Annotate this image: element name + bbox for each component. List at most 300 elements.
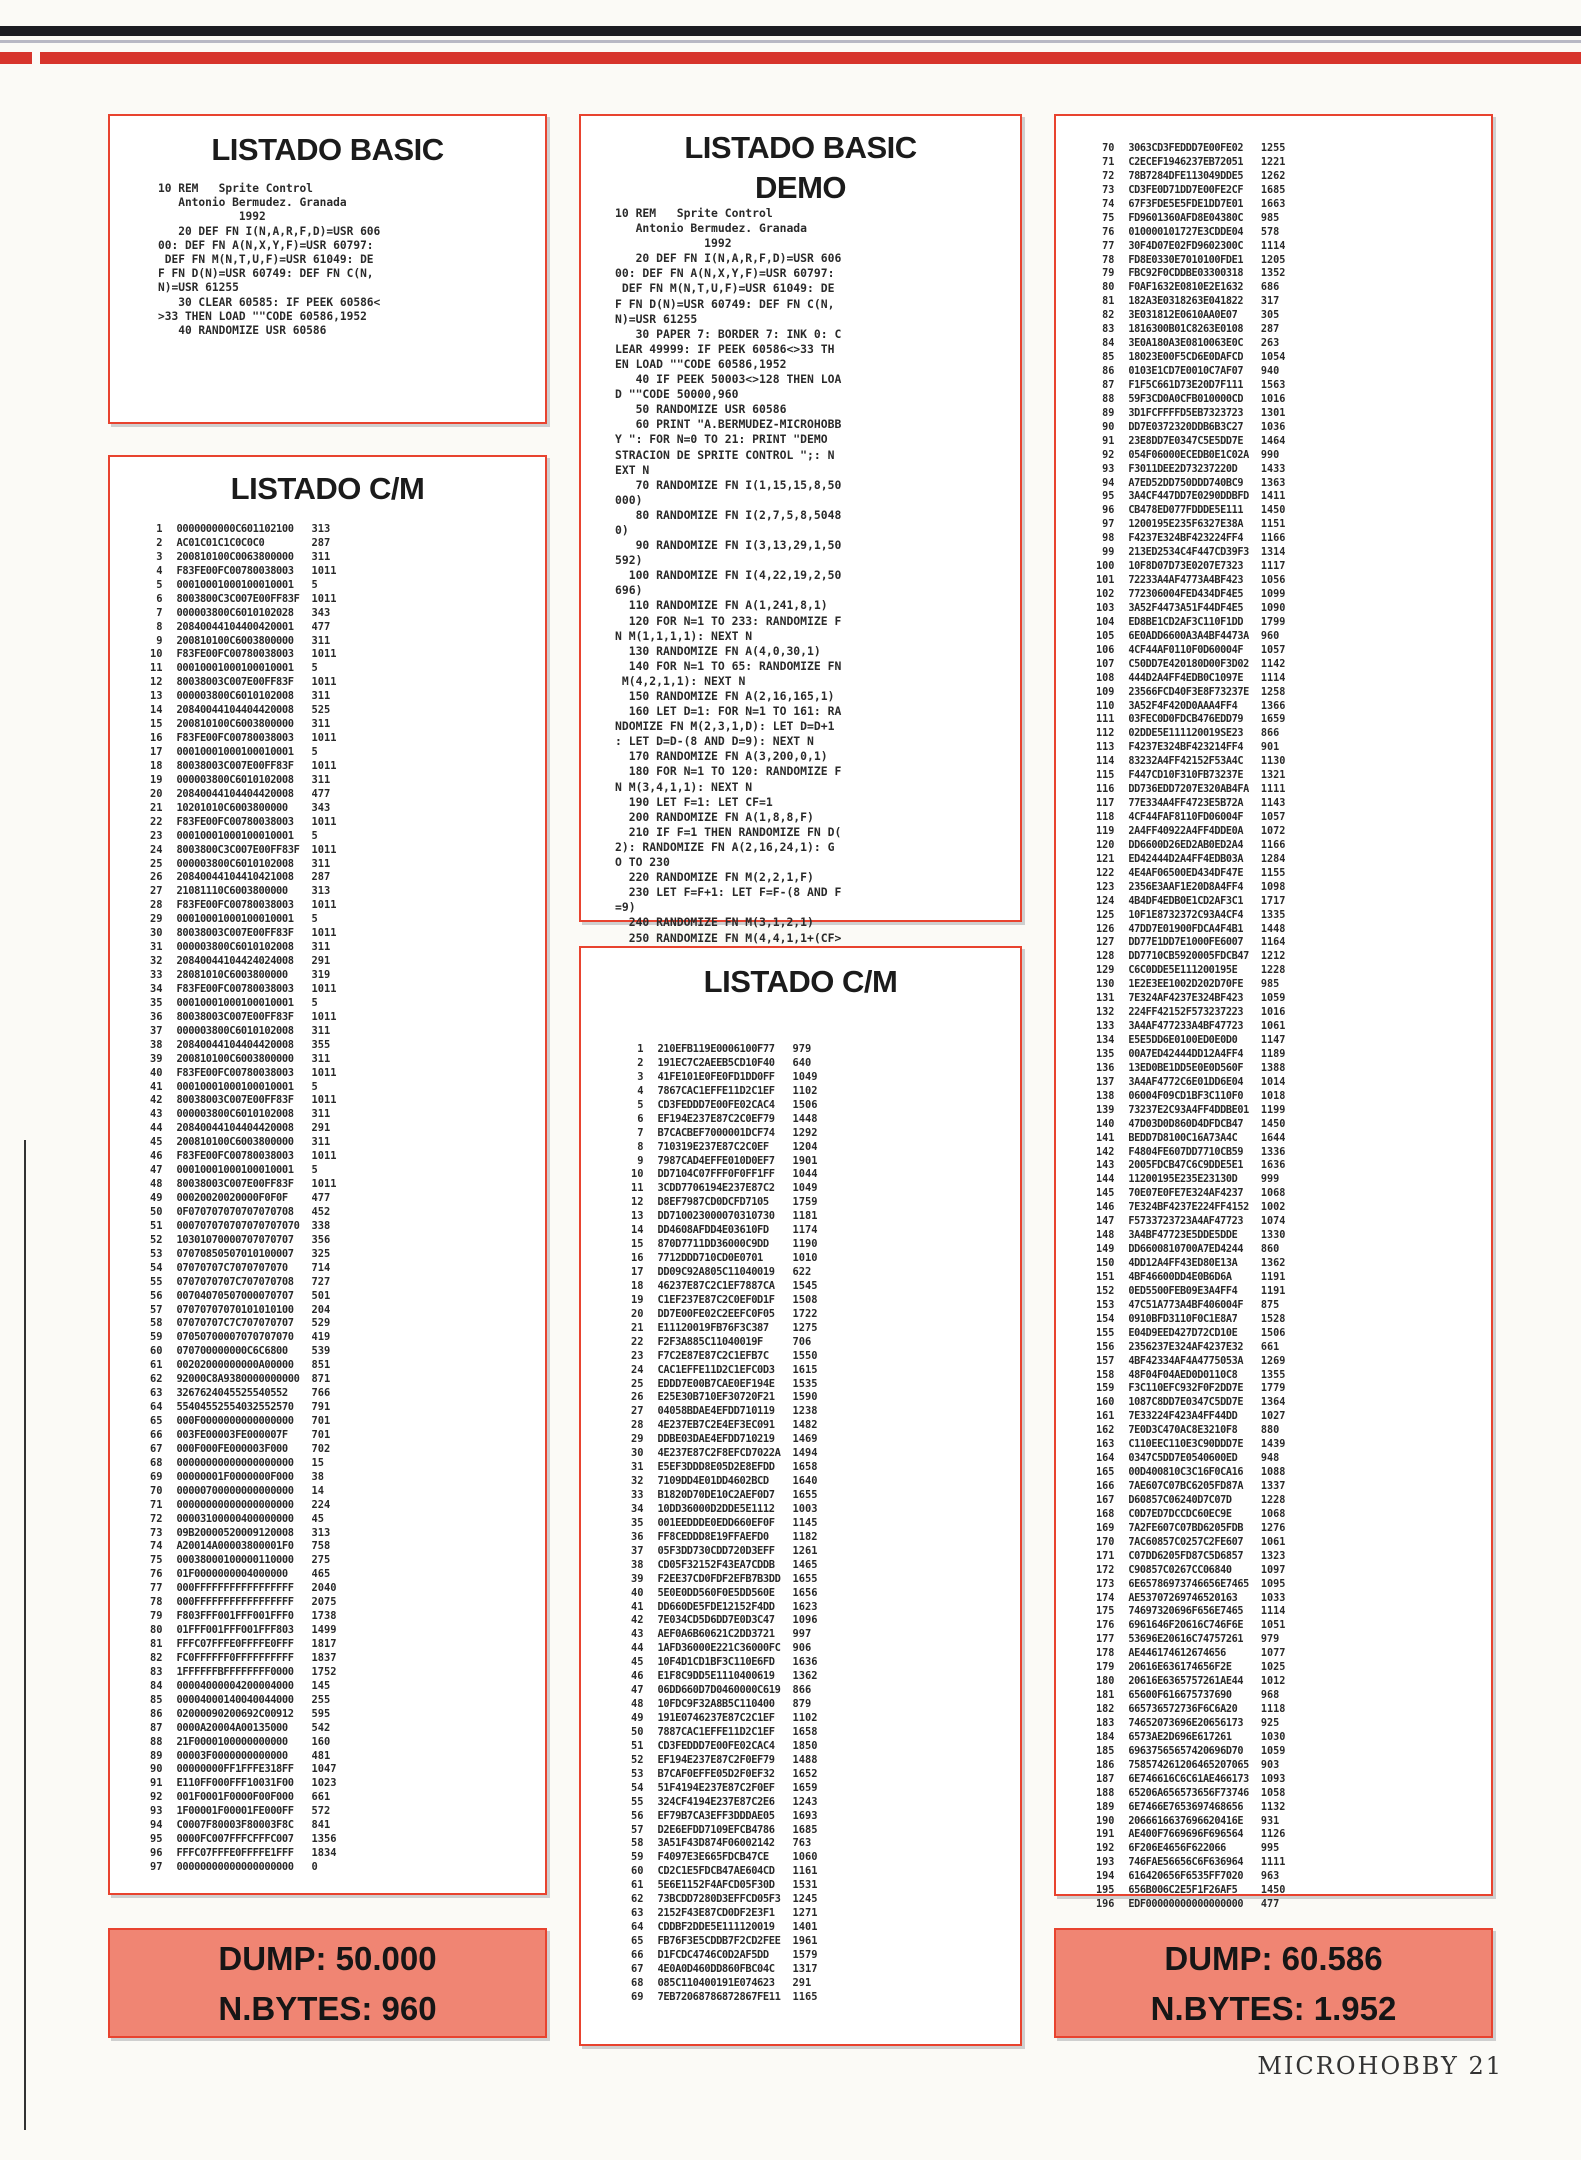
listing-hex-row: 00004000140040044000 [176, 1693, 294, 1706]
listing-line-number: 94 [1102, 477, 1115, 489]
listing-hex-row: 003FE00003FE000007F [176, 1428, 288, 1441]
listing-line-number: 21 [631, 1321, 644, 1334]
listing-hex-row: C1EF237E87C2C0EF0D1F [657, 1293, 775, 1306]
listing-checksum: 1060 [792, 1851, 818, 1864]
listing-checksum: 1655 [792, 1489, 818, 1501]
listing-line-number: 96 [150, 1847, 163, 1860]
listing-checksum: 1352 [1260, 268, 1286, 280]
listing-checksum: 1579 [792, 1948, 818, 1961]
listing-hex-row: 7EB72068786872867FE11 [657, 1990, 781, 2003]
listing-checksum: 1023 [311, 1777, 337, 1790]
listing-checksum: 1850 [792, 1739, 818, 1752]
listing-checksum: 1126 [1260, 1829, 1286, 1841]
listing-line-number: 59 [150, 1331, 163, 1344]
listing-hex-row: 00000000000000000000 [176, 1861, 294, 1873]
listing-line-number: 4 [637, 1084, 644, 1097]
listing-line-number: 180 [1096, 1676, 1115, 1688]
listing-hex-row: 55404552554032552570 [176, 1401, 294, 1414]
listing-line-number: 66 [150, 1428, 163, 1441]
listing-hex-row: F5733723723A4AF47723 [1128, 1216, 1244, 1228]
listing-hex-row: 07070850507010100007 [176, 1247, 294, 1260]
listing-line-number: 12 [150, 676, 163, 689]
listing-hex-row: 000003800C6010102008 [176, 941, 294, 954]
listing-hex-row: 07070707C7C707070707 [176, 1317, 294, 1330]
listing-line-number: 14 [631, 1224, 644, 1237]
listing-line-number: 46 [150, 1150, 163, 1163]
listing-checksum: 1074 [1260, 1216, 1286, 1228]
listing-hex-row: 4B4DF4EDB0E1CD2AF3C1 [1128, 895, 1244, 907]
listing-checksum: 1011 [311, 843, 337, 856]
listing-line-number: 58 [631, 1837, 644, 1850]
cm-listing-right-table [1096, 142, 1491, 1912]
listing-line-number: 75 [1102, 212, 1115, 224]
listing-line-number: 53 [150, 1247, 163, 1260]
listing-hex-row: F83FE00FC00780038003 [176, 732, 294, 745]
listing-hex-row: C2ECEF1946237EB72051 [1128, 156, 1244, 168]
listing-line-number: 71 [1102, 156, 1115, 168]
listing-checksum: 1011 [311, 1094, 337, 1107]
listing-hex-row: 20840044104404420008 [176, 787, 294, 800]
listing-hex-row: 20840044104404420008 [176, 1122, 294, 1135]
listing-checksum: 1056 [1260, 575, 1286, 587]
listing-checksum: 948 [1260, 1453, 1280, 1465]
listing-checksum: 701 [311, 1415, 331, 1427]
listing-hex-row: 80038003C007E00FF83F [176, 676, 294, 689]
listing-checksum: 1330 [1260, 1230, 1286, 1242]
listing-checksum: 1275 [792, 1321, 818, 1334]
listing-hex-row: 4BF42334AF4A4775053A [1128, 1355, 1244, 1367]
listing-hex-row: 01FFF001FFF001FFF803 [176, 1624, 294, 1637]
listing-line-number: 55 [150, 1275, 163, 1288]
listing-hex-row: CD05F32152F43EA7CDDB [657, 1558, 775, 1571]
listing-line-number: 81 [150, 1638, 163, 1650]
listing-checksum: 622 [792, 1266, 812, 1278]
listing-line-number: 62 [150, 1373, 163, 1386]
listing-hex-row: F0AF1632E0810E2E1632 [1128, 282, 1244, 294]
listing-checksum: 145 [311, 1679, 331, 1692]
listing-line-number: 185 [1096, 1745, 1115, 1757]
listing-line-number: 152 [1096, 1285, 1115, 1297]
listing-hex-row: 665736572736F6C6A20 [1128, 1704, 1238, 1715]
listing-checksum: 275 [311, 1554, 331, 1567]
listing-checksum: 1508 [792, 1293, 818, 1306]
listing-hex-row: EDF00000000000000000 [1128, 1899, 1244, 1911]
listing-line-number: 97 [150, 1861, 163, 1873]
listing-hex-row: 07050700007070707070 [176, 1331, 294, 1344]
line-numbers [1096, 142, 1114, 1912]
listing-checksum: 1364 [1260, 1397, 1286, 1409]
listing-checksum: 931 [1260, 1815, 1280, 1827]
listing-hex-row: 710319E237E87C2C0EF [657, 1140, 769, 1153]
listing-hex-row: 00000000000000000000 [176, 1498, 294, 1511]
listing-hex-row: 772306004FED434DF4E5 [1128, 589, 1244, 600]
listing-line-number: 126 [1096, 923, 1115, 935]
listing-line-number: 60 [150, 1345, 163, 1358]
listing-line-number: 37 [631, 1544, 644, 1557]
hex-data [177, 523, 300, 1875]
listing-checksum: 1011 [311, 1010, 337, 1023]
listing-hex-row: CDDBF2DDE5E111120019 [657, 1921, 775, 1934]
listing-hex-row: B7CACBEF7000001DCF74 [657, 1126, 775, 1139]
listing-checksum: 1363 [1260, 477, 1286, 489]
listing-checksum: 477 [1260, 1899, 1280, 1911]
listing-line-number: 18 [150, 759, 163, 772]
listing-line-number: 174 [1096, 1592, 1115, 1604]
checksums [312, 523, 337, 1875]
listing-hex-row: 3267624045525540552 [176, 1387, 288, 1400]
listing-line-number: 69 [150, 1470, 163, 1483]
listing-line-number: 10 [150, 648, 163, 661]
listing-line-number: 44 [631, 1642, 644, 1655]
listing-hex-row: FC0FFFFFF0FFFFFFFFFF [176, 1651, 294, 1664]
cm-listing-middle-table [631, 1042, 1020, 2004]
cm-listing-middle-box [579, 946, 1022, 2046]
checksums [1261, 142, 1286, 1912]
listing-hex-row: DD7E00FE02C2EEFC0F05 [657, 1307, 775, 1320]
listing-line-number: 71 [150, 1498, 163, 1511]
listing-line-number: 88 [150, 1735, 163, 1748]
listing-line-number: 191 [1096, 1829, 1115, 1841]
listing-checksum: 860 [1260, 1244, 1280, 1256]
listing-hex-row: C0007F80003F80003F8C [176, 1819, 294, 1832]
listing-hex-row: 1F00001F00001FE000FF [176, 1805, 294, 1818]
listing-line-number: 13 [150, 690, 163, 703]
listing-checksum: 1051 [1260, 1620, 1286, 1632]
listing-hex-row: 000003800C6010102008 [176, 773, 294, 786]
listing-hex-row: 4E237EB7C2E4EF3EC091 [657, 1419, 775, 1432]
listing-line-number: 87 [150, 1721, 163, 1734]
listing-checksum: 1182 [792, 1530, 818, 1543]
listing-hex-row: 054F06000ECEDB0E1C02A [1128, 449, 1249, 461]
listing-line-number: 9 [637, 1154, 644, 1167]
listing-checksum: 1450 [1260, 1885, 1286, 1897]
listing-checksum: 1623 [792, 1600, 818, 1613]
listing-hex-row: EDDD7E00B7CAE0EF194E [657, 1377, 775, 1390]
listing-checksum: 5 [311, 578, 318, 591]
listing-hex-row: 200810100C6003800000 [176, 718, 294, 731]
listing-hex-row: 30F4D07E02FD9602300C [1128, 240, 1244, 252]
listing-checksum: 1752 [311, 1665, 337, 1678]
listing-hex-row: 00000000FF1FFFE318FF [176, 1763, 294, 1776]
listing-checksum: 1057 [1260, 812, 1286, 823]
listing-hex-row: 758574261206465207065 [1128, 1759, 1249, 1771]
listing-line-number: 179 [1096, 1662, 1115, 1674]
listing-checksum: 1469 [792, 1433, 818, 1446]
listing-hex-row: 200810100C6003800000 [176, 634, 294, 647]
listing-hex-row: F83FE00FC00780038003 [176, 648, 294, 661]
listing-checksum: 1102 [792, 1712, 818, 1724]
listing-checksum: 1448 [792, 1112, 818, 1125]
listing-checksum: 1258 [1260, 686, 1286, 698]
checksums [793, 1042, 818, 2004]
listing-line-number: 168 [1096, 1508, 1115, 1520]
listing-line-number: 83 [150, 1665, 163, 1678]
listing-checksum: 1284 [1260, 853, 1286, 865]
listing-line-number: 2 [156, 536, 163, 549]
listing-hex-row: 06004F09CD1BF3C110F0 [1128, 1090, 1244, 1102]
listing-line-number: 118 [1096, 812, 1115, 823]
listing-checksum: 1433 [1260, 463, 1286, 475]
listing-hex-row: 00004000004200004000 [176, 1679, 294, 1692]
listing-checksum: 1659 [792, 1781, 818, 1794]
listing-checksum: 990 [1260, 449, 1280, 461]
basic-listing-box [108, 114, 547, 424]
listing-hex-row: 7867CAC1EFFE11D2C1EF [657, 1084, 775, 1097]
listing-line-number: 3 [156, 550, 163, 563]
listing-line-number: 69 [631, 1990, 644, 2003]
listing-checksum: 1011 [311, 759, 337, 772]
listing-checksum: 1049 [792, 1182, 818, 1195]
listing-checksum: 5 [311, 1080, 318, 1093]
listing-hex-row: 53696E20616C74757261 [1128, 1634, 1244, 1646]
listing-line-number: 34 [631, 1502, 644, 1515]
listing-hex-row: 1200195E235F6327E38A [1128, 519, 1244, 531]
listing-line-number: 110 [1096, 700, 1115, 712]
listing-line-number: 61 [150, 1359, 163, 1372]
listing-hex-row: 0910BFD3110F0C1E8A7 [1128, 1313, 1238, 1325]
listing-line-number: 79 [1102, 268, 1115, 280]
listing-hex-row: 000F000FE000003F000 [176, 1442, 288, 1455]
listing-line-number: 25 [631, 1377, 644, 1390]
listing-checksum: 995 [1260, 1843, 1280, 1855]
listing-line-number: 43 [150, 1108, 163, 1121]
listing-hex-row: 182A3E0318263E041822 [1128, 296, 1244, 308]
listing-checksum: 542 [311, 1721, 331, 1734]
listing-checksum: 1685 [1260, 184, 1286, 196]
listing-hex-row: 00010001000100010001 [176, 829, 294, 842]
listing-hex-row: 7887CAC1EFFE11D2C1EF [657, 1725, 775, 1738]
listing-checksum: 38 [311, 1470, 325, 1483]
listing-checksum: 791 [311, 1401, 331, 1414]
listing-hex-row: 65206A656573656F73746 [1128, 1787, 1249, 1799]
listing-checksum: 1499 [311, 1624, 337, 1637]
listing-checksum: 311 [311, 718, 331, 731]
listing-hex-row: 7987CAD4EFFE010D0EF7 [657, 1154, 775, 1167]
listing-hex-row: 6961646F20616C746F6E [1128, 1620, 1244, 1632]
listing-hex-row: 616420656F6535FF7020 [1128, 1871, 1244, 1883]
dump-info-right [1054, 1928, 1493, 2038]
listing-checksum: 311 [311, 1108, 331, 1121]
listing-line-number: 62 [631, 1893, 644, 1906]
listing-line-number: 8 [156, 620, 163, 633]
listing-checksum: 501 [311, 1289, 331, 1302]
listing-hex-row: 74652073696E20656173 [1128, 1717, 1244, 1729]
listing-hex-row: 4DD12A4FF43ED80E13A [1128, 1258, 1238, 1269]
listing-checksum: 1132 [1260, 1801, 1286, 1813]
listing-line-number: 106 [1096, 644, 1115, 656]
listing-line-number: 130 [1096, 979, 1115, 991]
listing-hex-row: DD4608AFDD4E03610FD [657, 1224, 769, 1237]
listing-checksum: 1016 [1260, 1007, 1286, 1019]
listing-checksum: 727 [311, 1275, 331, 1288]
listing-hex-row: FF8CEDDD8E19FFAEFD0 [657, 1530, 769, 1543]
listing-line-number: 43 [631, 1628, 644, 1641]
listing-checksum: 481 [311, 1749, 331, 1762]
listing-line-number: 159 [1096, 1383, 1115, 1395]
listing-checksum: 311 [311, 773, 331, 786]
listing-checksum: 1011 [311, 676, 337, 689]
top-stripe-red [40, 52, 1581, 64]
listing-line-number: 108 [1096, 672, 1115, 684]
listing-hex-row: DDBE03DAE4EFDD710219 [657, 1433, 775, 1446]
listing-checksum: 1563 [1260, 379, 1286, 391]
listing-hex-row: E5E5DD6E0100ED0E0D0 [1128, 1035, 1238, 1046]
listing-checksum: 419 [311, 1331, 331, 1344]
listing-line-number: 131 [1096, 993, 1115, 1005]
listing-hex-row: 1E2E3EE1002D202D70FE [1128, 979, 1244, 991]
listing-checksum: 1314 [1260, 547, 1286, 559]
listing-checksum: 477 [311, 620, 331, 633]
listing-checksum: 1014 [1260, 1076, 1286, 1088]
listing-checksum: 1411 [1260, 491, 1286, 503]
listing-hex-row: 10F1E8732372C93A4CF4 [1128, 909, 1244, 921]
listing-hex-row: 04058BDAE4EFDD710119 [657, 1405, 775, 1418]
listing-line-number: 123 [1096, 881, 1115, 893]
listing-line-number: 54 [631, 1781, 644, 1794]
listing-hex-row: CAC1EFFE11D2C1EFC0D3 [657, 1363, 775, 1376]
listing-hex-row: EF194E237E87C2F0EF79 [657, 1753, 775, 1766]
listing-checksum: 2075 [311, 1596, 337, 1609]
listing-hex-row: DD77E1DD7E1000FE6007 [1128, 937, 1244, 949]
listing-line-number: 12 [631, 1196, 644, 1209]
listing-line-number: 148 [1096, 1230, 1115, 1242]
listing-checksum: 1049 [792, 1070, 818, 1083]
listing-line-number: 85 [1102, 352, 1115, 364]
listing-hex-row: EF194E237E87C2C0EF79 [657, 1112, 775, 1125]
listing-hex-row: 72233A4AF4773A4BF423 [1128, 575, 1244, 587]
listing-checksum: 1228 [1260, 965, 1286, 977]
listing-checksum: 313 [311, 885, 331, 898]
listing-checksum: 1011 [311, 564, 337, 577]
listing-line-number: 132 [1096, 1007, 1115, 1019]
listing-checksum: 1779 [1260, 1383, 1286, 1395]
listing-checksum: 1155 [1260, 867, 1286, 879]
listing-line-number: 41 [150, 1080, 163, 1093]
listing-checksum: 985 [1260, 212, 1280, 224]
listing-line-number: 178 [1096, 1648, 1115, 1660]
listing-hex-row: 7E324BF4237E224FF4152 [1128, 1202, 1249, 1214]
listing-line-number: 57 [150, 1303, 163, 1316]
listing-line-number: 49 [150, 1192, 163, 1204]
listing-hex-row: 2066616637696620416E [1128, 1815, 1244, 1827]
listing-line-number: 155 [1096, 1327, 1115, 1339]
listing-hex-row: E1F8C9DD5E1110400619 [657, 1670, 775, 1683]
listing-hex-row: 10FDC9F32A8B5C110400 [657, 1698, 775, 1711]
listing-hex-row: 000003800C6010102008 [176, 690, 294, 703]
listing-line-number: 70 [1102, 143, 1115, 154]
listing-line-number: 64 [631, 1921, 644, 1934]
listing-checksum: 1130 [1260, 756, 1286, 768]
listing-checksum: 1448 [1260, 923, 1286, 935]
listing-checksum: 1164 [1260, 937, 1286, 949]
listing-line-number: 38 [631, 1558, 644, 1571]
listing-hex-row: DD6600810700A7ED4244 [1128, 1244, 1244, 1256]
listing-line-number: 160 [1096, 1397, 1115, 1409]
listing-checksum: 313 [311, 523, 331, 535]
listing-checksum: 701 [311, 1428, 331, 1441]
listing-hex-row: 28081010C6003800000 [176, 969, 288, 981]
listing-hex-row: 10F4D1CD1BF3C110E6FD [657, 1656, 775, 1669]
listing-checksum: 1117 [1260, 561, 1286, 573]
listing-line-number: 163 [1096, 1439, 1115, 1451]
listing-checksum: 1027 [1260, 1411, 1286, 1423]
listing-hex-row: 656B006C2E5F1F26AF5 [1128, 1885, 1238, 1897]
listing-line-number: 47 [150, 1164, 163, 1177]
listing-hex-row: 78B7284DFE113049DDE5 [1128, 170, 1244, 182]
listing-checksum: 1030 [1260, 1731, 1286, 1743]
listing-checksum: 1191 [1260, 1285, 1286, 1297]
listing-line-number: 95 [1102, 491, 1115, 503]
listing-hex-row: 3D1FCFFFFD5EB7323723 [1128, 407, 1244, 419]
listing-hex-row: 200810100C0063800000 [176, 550, 294, 563]
listing-hex-row: 80038003C007E00FF83F [176, 927, 294, 940]
listing-line-number: 13 [631, 1210, 644, 1223]
listing-checksum: 1450 [1260, 1118, 1286, 1130]
listing-hex-row: 3A4AF477233A4BF47723 [1128, 1021, 1244, 1033]
listing-line-number: 24 [631, 1363, 644, 1376]
listing-checksum: 1072 [1260, 825, 1286, 837]
listing-checksum: 1656 [792, 1586, 818, 1599]
listing-line-number: 151 [1096, 1271, 1115, 1283]
listing-hex-row: 09B20000520009120008 [176, 1526, 294, 1539]
listing-line-number: 147 [1096, 1216, 1115, 1228]
top-stripe-red-left [0, 52, 32, 64]
listing-checksum: 1002 [1260, 1202, 1286, 1214]
listing-checksum: 311 [311, 1052, 331, 1065]
listing-hex-row: F2F3A885C11040019F [657, 1335, 763, 1348]
listing-line-number: 190 [1096, 1815, 1115, 1827]
listing-line-number: 72 [150, 1512, 163, 1525]
listing-line-number: 24 [150, 843, 163, 856]
listing-hex-row: DD7104C07FFF0F0FF1FF [657, 1168, 775, 1181]
listing-line-number: 177 [1096, 1634, 1115, 1646]
listing-line-number: 96 [1102, 505, 1115, 517]
listing-hex-row: C110EEC110E3C90DDD7E [1128, 1439, 1244, 1451]
listing-hex-row: 21F0000100000000000 [176, 1735, 288, 1748]
listing-checksum: 1059 [1260, 1745, 1286, 1757]
listing-hex-row: AE446174612674656 [1128, 1648, 1226, 1660]
cm-listing-middle-title: LISTADO C/M [703, 964, 898, 999]
listing-checksum: 758 [311, 1540, 331, 1553]
listing-line-number: 65 [150, 1415, 163, 1427]
listing-line-number: 93 [150, 1805, 163, 1818]
listing-checksum: 1301 [1260, 407, 1286, 419]
listing-line-number: 91 [150, 1777, 163, 1790]
listing-hex-row: 00010001000100010001 [176, 746, 294, 758]
listing-checksum: 1090 [1260, 602, 1286, 614]
listing-hex-row: 73237E2C93A4FF4DDBE01 [1128, 1104, 1249, 1116]
listing-line-number: 90 [150, 1763, 163, 1776]
listing-hex-row: 00003100000400000000 [176, 1512, 294, 1525]
listing-hex-row: F83FE00FC00780038003 [176, 899, 294, 912]
listing-checksum: 880 [1260, 1425, 1280, 1437]
listing-line-number: 150 [1096, 1258, 1115, 1269]
listing-checksum: 1166 [1260, 839, 1286, 851]
listing-line-number: 129 [1096, 965, 1115, 977]
listing-hex-row: 10201010C6003800000 [176, 801, 288, 814]
listing-line-number: 45 [150, 1136, 163, 1149]
listing-checksum: 1047 [311, 1763, 337, 1776]
listing-line-number: 51 [150, 1219, 163, 1232]
listing-hex-row: 224FF42152F573237223 [1128, 1007, 1244, 1019]
listing-line-number: 85 [150, 1693, 163, 1706]
listing-hex-row: AE53707269746520163 [1128, 1592, 1238, 1604]
listing-line-number: 156 [1096, 1341, 1115, 1353]
listing-checksum: 1243 [792, 1795, 818, 1808]
listing-checksum: 1355 [1260, 1369, 1286, 1381]
listing-line-number: 50 [631, 1725, 644, 1738]
listing-line-number: 149 [1096, 1244, 1115, 1256]
